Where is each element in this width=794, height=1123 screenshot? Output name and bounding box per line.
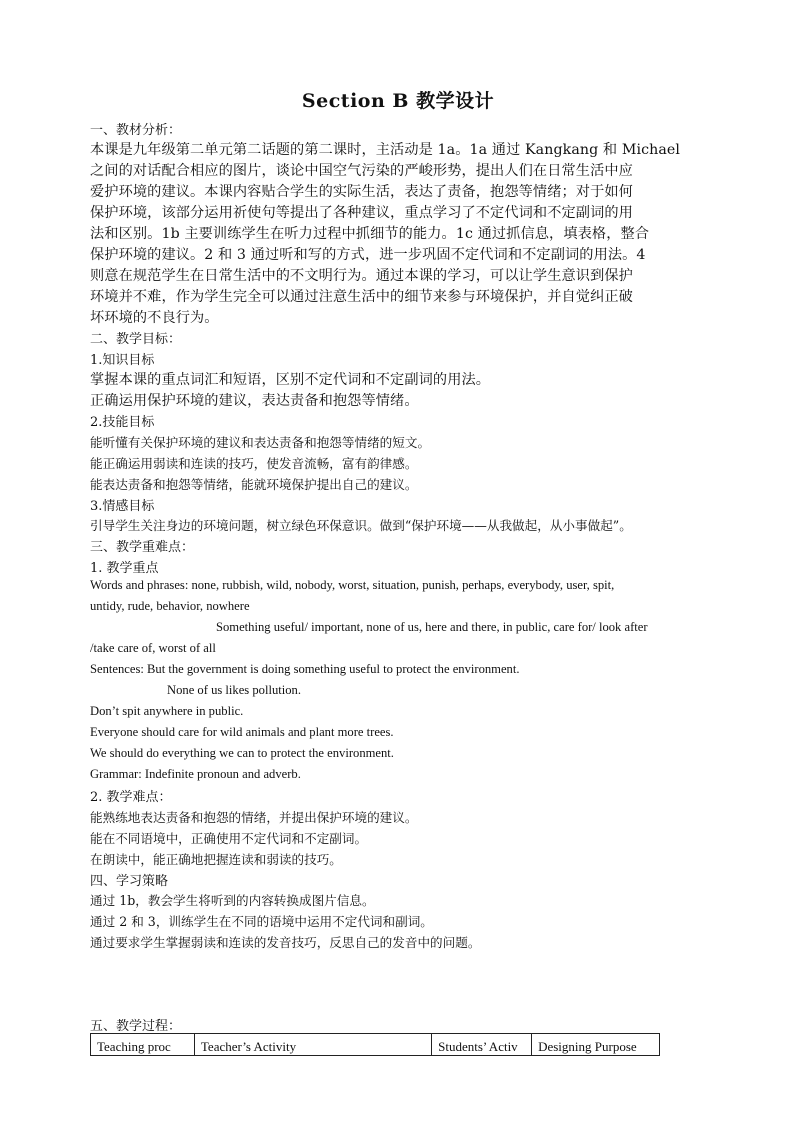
subheading: 3.情感目标 — [90, 499, 155, 514]
page-title: Section B 教学设计 — [301, 90, 495, 112]
sentence-line: Sentences: But the government is doing something useful to protect the environment. — [90, 662, 520, 676]
grammar-line: Grammar: Indefinite pronoun and adverb. — [90, 767, 301, 781]
paragraph-line: 通过要求学生掌握弱读和连读的发音技巧，反思自己的发音中的问题。 — [90, 935, 481, 950]
paragraph-line: 引导学生关注身边的环境问题，树立绿色环保意识。做到“保护环境——从我做起，从小事做起”。 — [90, 518, 632, 533]
section-heading: 三、教学重难点： — [90, 540, 195, 555]
sentence-line: None of us likes pollution. — [167, 683, 301, 697]
paragraph-line: 正确运用保护环境的建议，表达责备和抱怨等情绪。 — [90, 393, 419, 409]
subheading: 2.技能目标 — [90, 415, 155, 430]
section-heading: 四、学习策略 — [90, 874, 169, 889]
paragraph-line: 坏环境的不良行为。 — [90, 310, 219, 326]
table-header-cell: Students’ Activ — [432, 1034, 532, 1056]
section-heading: 二、教学目标： — [90, 332, 182, 347]
paragraph-line: 在朗读中，能正确地把握连读和弱读的技巧。 — [90, 852, 342, 867]
paragraph-line: 法和区别。1b 主要训练学生在听力过程中抓细节的能力。1c 通过抓信息，填表格，整合 — [90, 226, 650, 242]
table-header-cell: Teaching proc — [91, 1034, 195, 1056]
paragraph-line: 通过 2 和 3，训练学生在不同的语境中运用不定代词和副词。 — [90, 914, 433, 929]
phrases-line: Something useful/ important, none of us, here and there, in public, care for/ look after — [216, 620, 648, 634]
subheading: 1. 教学重点 — [90, 561, 159, 576]
section-heading: 一、教材分析： — [90, 123, 182, 138]
table-header-row — [91, 1034, 660, 1056]
sentence-line: We should do everything we can to protect the environment. — [90, 746, 394, 760]
subheading: 2. 教学难点： — [90, 790, 172, 805]
paragraph-line: 之间的对话配合相应的图片，谈论中国空气污染的严峻形势，提出人们在日常生活中应 — [90, 163, 633, 179]
section-heading: 五、教学过程： — [90, 1019, 182, 1034]
words-line: Words and phrases: none, rubbish, wild, nobody, worst, situation, punish, perhaps, everybody, user, spit, — [90, 578, 615, 592]
sentence-line: Everyone should care for wild animals and plant more trees. — [90, 725, 394, 739]
paragraph-line: 掌握本课的重点词汇和短语，区别不定代词和不定副词的用法。 — [90, 372, 491, 388]
paragraph-line: 通过 1b，教会学生将听到的内容转换成图片信息。 — [90, 893, 375, 908]
table-header-cell: Teacher’s Activity — [194, 1034, 431, 1056]
paragraph-line: 则意在规范学生在日常生活中的不文明行为。通过本课的学习，可以让学生意识到保护 — [90, 268, 633, 284]
table-header-cell: Designing Purpose — [532, 1034, 660, 1056]
paragraph-line: 保护环境的建议。2 和 3 通过听和写的方式，进一步巩固不定代词和不定副词的用法。4 — [90, 247, 646, 263]
paragraph-line: 保护环境，该部分运用祈使句等提出了各种建议，重点学习了不定代词和不定副词的用 — [90, 205, 633, 221]
paragraph-line: 本课是九年级第二单元第二话题的第二课时，主活动是 1a。1a 通过 Kangkang 和 Michael — [90, 142, 681, 158]
words-line: untidy, rude, behavior, nowhere — [90, 599, 250, 613]
paragraph-line: 环境并不难，作为学生完全可以通过注意生活中的细节来参与环境保护，并自觉纠正破 — [90, 289, 633, 305]
phrases-line: /take care of, worst of all — [90, 641, 216, 655]
paragraph-line: 能表达责备和抱怨等情绪，能就环境保护提出自己的建议。 — [90, 477, 418, 492]
paragraph-line: 能正确运用弱读和连读的技巧，使发音流畅，富有韵律感。 — [90, 456, 418, 471]
sentence-line: Don’t spit anywhere in public. — [90, 704, 244, 718]
paragraph-line: 能在不同语境中，正确使用不定代词和不定副词。 — [90, 831, 368, 846]
subheading: 1.知识目标 — [90, 353, 155, 368]
paragraph-line: 爱护环境的建议。本课内容贴合学生的实际生活，表达了责备，抱怨等情绪；对于如何 — [90, 184, 633, 200]
teaching-process-table — [90, 1033, 660, 1056]
paragraph-line: 能熟练地表达责备和抱怨的情绪，并提出保护环境的建议。 — [90, 810, 418, 825]
paragraph-line: 能听懂有关保护环境的建议和表达责备和抱怨等情绪的短文。 — [90, 435, 431, 450]
